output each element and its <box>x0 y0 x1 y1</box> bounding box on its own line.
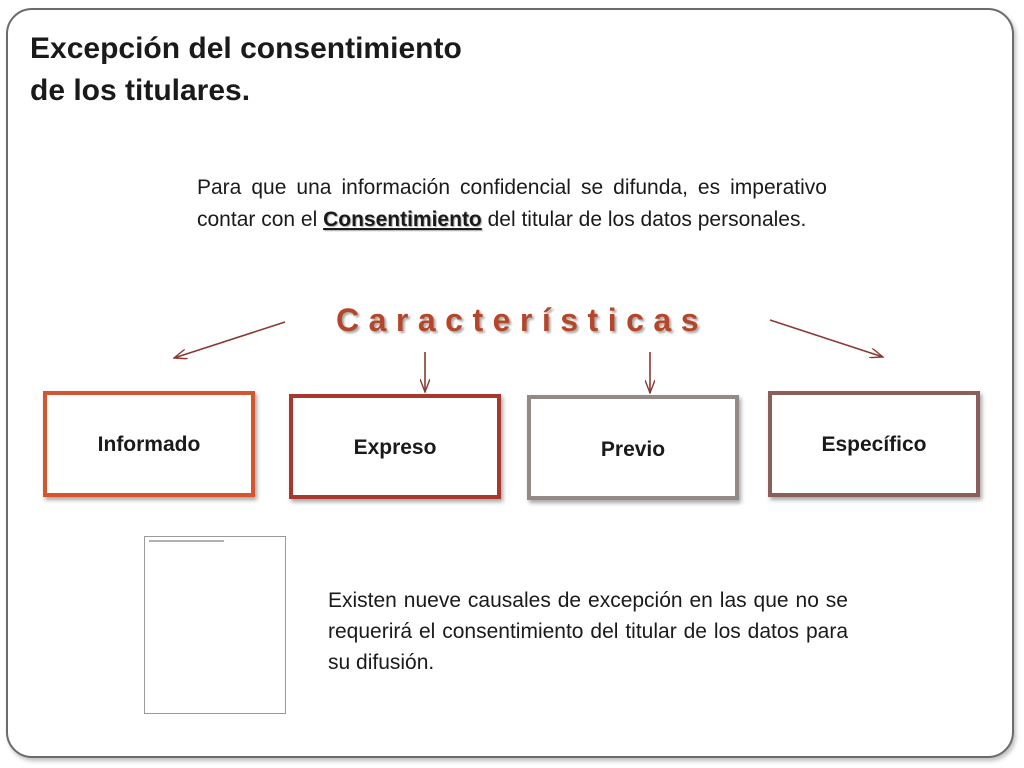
box-previo-label: Previo <box>600 438 666 461</box>
title-line-2: de los titulares. <box>30 74 251 107</box>
arrow-to-especifico <box>770 320 883 357</box>
box-informado <box>43 391 255 497</box>
outro-paragraph: Existen nueve causales de excepción en las que no se requerirá el consentimiento del titular de los datos para su difusión. <box>328 589 848 674</box>
arrow-to-informado <box>174 322 285 358</box>
intro-emphasis: Consentimiento <box>323 208 482 231</box>
box-expreso-label: Expreso <box>353 436 437 459</box>
intro-text-after: del titular de los datos personales. <box>487 208 807 231</box>
box-especifico <box>768 391 980 497</box>
box-especifico-label: Específico <box>821 433 927 456</box>
characteristics-heading: Características <box>336 302 708 338</box>
title-line-1: Excepción del consentimiento <box>30 32 462 65</box>
intro-text-before: Para que una información confidencial se difunda, es imperativo contar con el <box>197 176 827 231</box>
box-expreso <box>289 394 501 499</box>
box-previo <box>527 395 739 500</box>
thumbnail-text-line <box>149 540 224 542</box>
box-informado-label: Informado <box>97 433 201 456</box>
document-thumbnail <box>144 536 286 714</box>
